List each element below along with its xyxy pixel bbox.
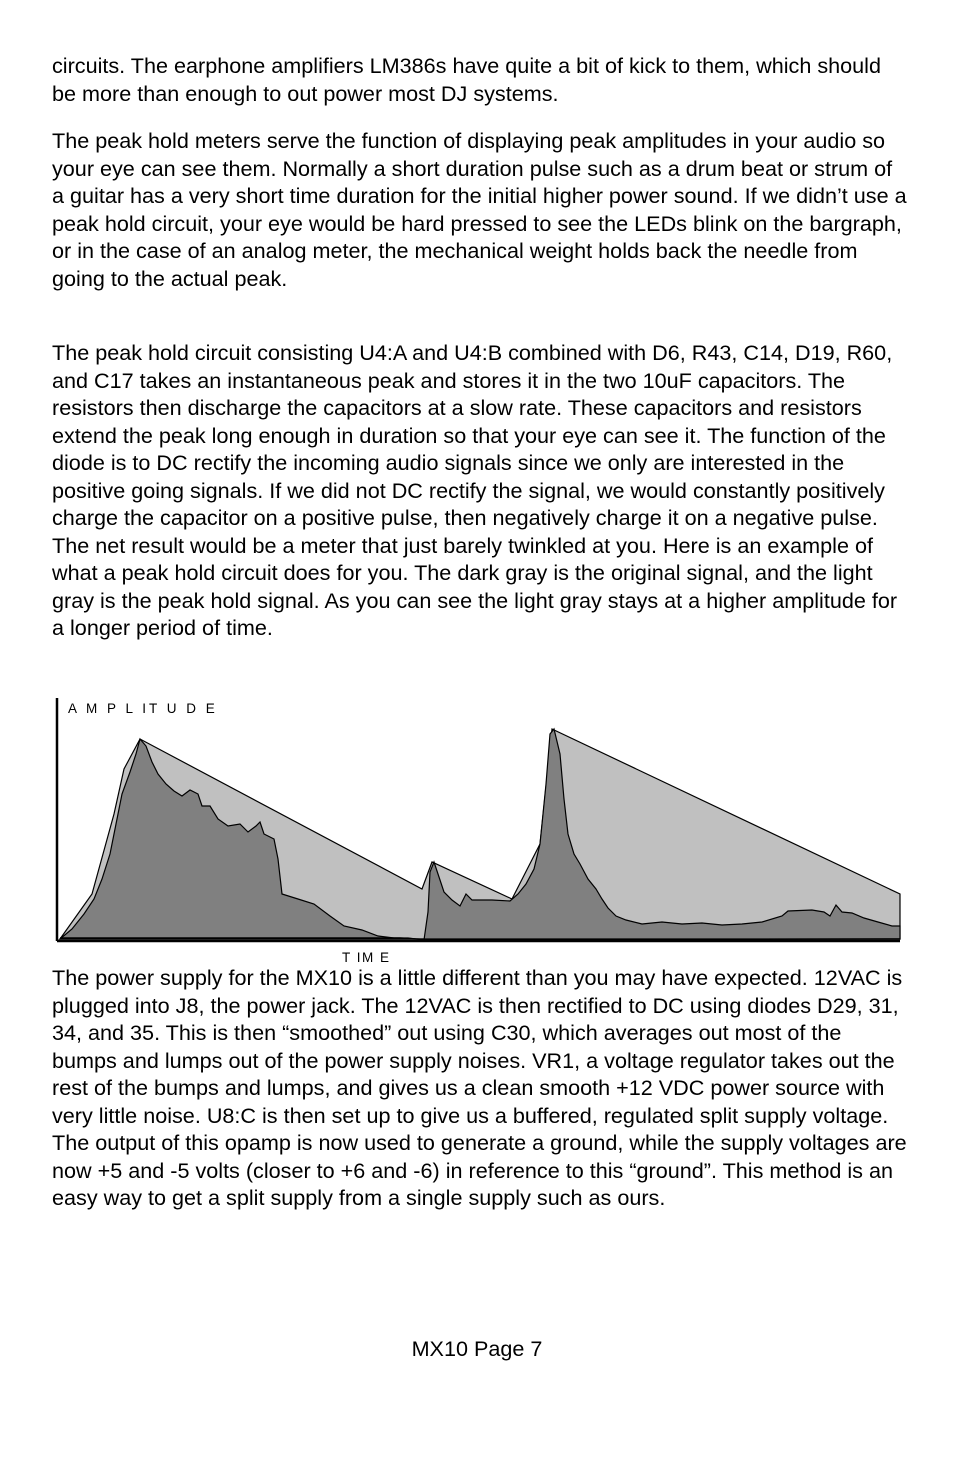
peak-hold-figure (52, 694, 904, 970)
y-axis-label: A M P L IT U D E (68, 701, 218, 716)
page-footer: MX10 Page 7 (411, 1336, 543, 1361)
paragraph-intro: circuits. The earphone amplifiers LM386s have quite a bit of kick to them, which should be more than enough to out power most DJ systems. (52, 53, 881, 106)
paragraph-peak-hold-circuit: The peak hold circuit consisting U4:A and U4:B combined with D6, R43, C14, D19, R60, and C17 takes an instantaneous peak and stores it in the two 10uF capacitors. The resistors then discharge the capacitors at a slow rate. These capacitors and resistors extend the peak long enough in duration so that your eye can see it. The function of the diode is to DC rectify the incoming audio signals since we only are interested in the positive going signals. If we did not DC rectify the signal, we would constantly positively charge the capacitor on a positive pulse, then negatively charge it on a negative pulse. The net result would be a meter that just barely twinkled at you. Here is an example of what a peak hold circuit does for you. The dark gray is the original signal, and the light gray is the peak hold signal. As you can see the light gray stays at a higher amplitude for a longer period of time. (52, 340, 898, 640)
x-axis-label: T IM E (342, 950, 391, 965)
paragraph-power-supply: The power supply for the MX10 is a little different than you may have expected. 12VAC is plugged into J8, the power jack. The 12VAC is then rectified to DC using diodes D29, 31, 34, and 35. This is then “smoothed” out using C30, which averages out most of the bumps and lumps out of the power supply noises. VR1, a voltage regulator takes out the rest of the bumps and lumps, and gives us a clean smooth +12 VDC power source with very little noise. U8:C is then set up to give us a buffered, regulated split supply voltage. The output of this opamp is now used to generate a ground, while the supply voltages are now +5 and -5 volts (closer to +6 and -6) in reference to this “ground”. This method is an easy way to get a split supply from a single supply such as ours. (52, 965, 907, 1210)
paragraph-peak-hold-meters: The peak hold meters serve the function of displaying peak amplitudes in your audio so your eye can see them. Normally a short duration pulse such as a drum beat or strum of a guitar has a very short time duration for the initial higher power sound. If we didn’t use a peak hold circuit, your eye would be hard pressed to see the LEDs blink on the bargraph, or in the case of an analog meter, the mechanical weight holds back the needle from going to the actual peak. (52, 128, 907, 291)
peak-hold-diagram (52, 694, 904, 970)
